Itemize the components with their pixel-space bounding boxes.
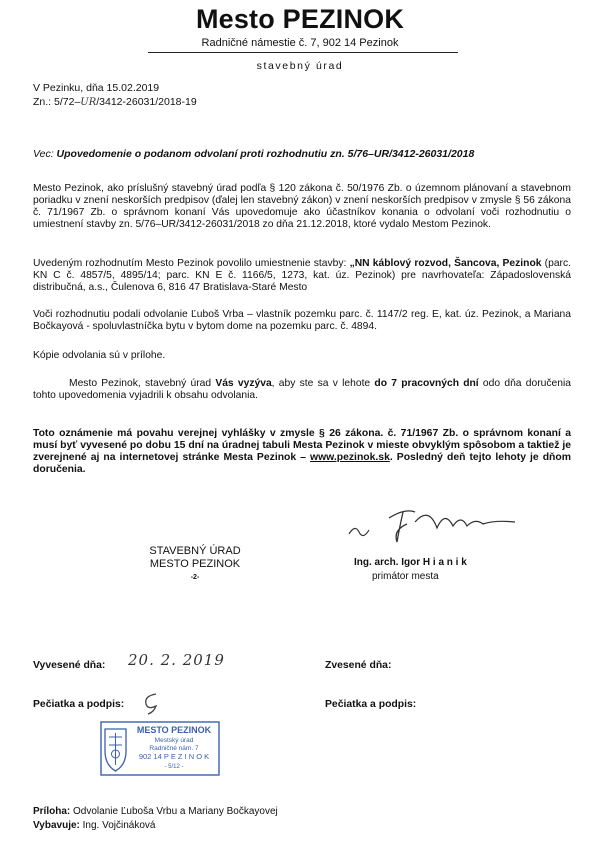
posting-stamp-line2: Mestský úrad — [154, 737, 194, 744]
prepared-by-label: Vybavuje: — [33, 820, 80, 831]
attachment-line — [33, 805, 278, 819]
office-name: stavebný úrad — [256, 60, 344, 72]
attachment-value: Odvolanie Ľuboša Vrbu a Mariany Bočkayovej — [70, 806, 278, 817]
office-stamp-text — [130, 545, 260, 584]
city-title: Mesto PEZINOK — [195, 4, 405, 34]
request-text-c: odo dňa doručenia tohto upovedomenia vyjadrili k obsahu odvolania. — [33, 378, 571, 401]
place-date: V Pezinku, dňa 15.02.2019 — [33, 82, 160, 94]
signer-name: Ing. arch. Igor H i a n i k — [354, 557, 467, 568]
stamp-label-left: Pečiatka a podpis: — [33, 699, 125, 710]
prepared-by-value: Ing. Vojčináková — [79, 820, 156, 831]
decision-text-b: (parc. KN C č. 4857/5, 4895/14; parc. KN E č. 1166/5, 1273, kat. úz. Pezinok) pre navrhovateľa: Západoslovenská distribučná, a.s., Čulenova 6, 816 47 Bratislava-Staré Mesto — [33, 258, 571, 293]
reference-handwritten: UR — [80, 97, 97, 108]
paragraph-copies: Kópie odvolania sú v prílohe. — [33, 350, 166, 361]
construction-name: „NN káblový rozvod, Šancova, Pezinok — [349, 258, 542, 269]
coat-of-arms-icon — [105, 729, 126, 771]
paragraph-request — [33, 378, 571, 402]
public-notice — [33, 428, 571, 476]
reference-prefix: Zn.: 5/72– — [33, 96, 81, 108]
removed-label: Zvesené dňa: — [325, 660, 392, 671]
prepared-by-line — [33, 819, 278, 833]
paragraph-intro: Mesto Pezinok, ako príslušný stavebný úrad podľa § 120 zákona č. 50/1976 Zb. o územnom plánovaní a stavebnom poriadku v znení neskorších predpisov (ďalej len stavebný zákon) v znení neskorších predpisov v zmysle § 56 zákona č. 71/1967 Zb. o správnom konaní Vás upovedomuje ako účastníkov konania o odvolaní voči rozhodnutiu o umiestnení stavby zn. 5/76–UR/3412-26031/2018 zo dňa 21.12.2018, ktoré vydalo Mestom Pezinok. — [33, 183, 571, 230]
posting-stamp-line1: MESTO PEZINOK — [136, 725, 212, 735]
city-posting-stamp — [100, 721, 220, 776]
posting-stamp-line5: - 5/12 - — [164, 764, 184, 770]
request-text-a: Mesto Pezinok, stavebný úrad — [69, 378, 216, 389]
attachment-label: Príloha: — [33, 806, 71, 817]
subject-text: Upovedomenie o podanom odvolaní proti rozhodnutiu zn. 5/76–UR/3412-26031/2018 — [56, 148, 475, 160]
request-bold-2: do 7 pracovných dní — [374, 378, 479, 389]
request-text-b: , aby ste sa v lehote — [271, 378, 375, 389]
header-divider — [148, 52, 458, 53]
signer-role: primátor mesta — [372, 571, 439, 582]
reference-suffix: /3412-26031/2018-19 — [96, 96, 197, 108]
posting-stamp-line4: 902 14 P E Z I N O K — [138, 752, 210, 761]
posting-initials — [140, 690, 164, 716]
decision-text-a: Uvedeným rozhodnutím Mesto Pezinok povolilo umiestnenie stavby: — [33, 258, 350, 269]
notice-text-b: . Posledný deň tejto lehoty je dňom doručenia. — [33, 452, 571, 475]
notice-text-a: Toto oznámenie má povahu verejnej vyhlášky v zmysle § 26 zákona. č. 71/1967 Zb. o správnom konaní a musí byť vyvesené po dobu 15 dní na úradnej tabuli Mesta Pezinok v mieste obvyklým spôsobom a taktiež je zverejnené aj na internetovej stránke Mesta Pezinok – — [33, 428, 571, 463]
reference-number — [33, 96, 197, 110]
office-stamp-line1: STAVEBNÝ ÚRAD — [149, 545, 241, 557]
posted-date: 20. 2. 2019 — [128, 651, 225, 669]
signer-block — [354, 556, 467, 584]
city-address: Radničné námestie č. 7, 902 14 Pezinok — [201, 37, 399, 49]
paragraph-appeal: Voči rozhodnutiu podali odvolanie Ľuboš Vrba – vlastník pozemku parc. č. 1147/2 reg. E, kat. úz. Pezinok, a Mariana Bočkayová - spoluvlastníčka bytu v bytom dome na pozemku parc. č. 4894. — [33, 309, 571, 332]
website-link[interactable]: www.pezinok.sk — [309, 452, 390, 463]
subject-line — [33, 148, 474, 162]
appendix-block — [33, 805, 278, 833]
posted-label: Vyvesené dňa: — [33, 660, 106, 671]
office-stamp-line2: MESTO PEZINOK — [149, 558, 241, 570]
paragraph-decision — [33, 258, 571, 294]
subject-label: Vec: — [33, 148, 57, 160]
request-bold-1: Vás vyzýva — [215, 378, 272, 389]
posting-stamp-line3: Radničné nám. 7 — [149, 745, 199, 752]
office-stamp-line3: -2- — [190, 574, 200, 581]
mayor-signature — [345, 500, 535, 550]
stamp-label-right: Pečiatka a podpis: — [325, 699, 417, 710]
